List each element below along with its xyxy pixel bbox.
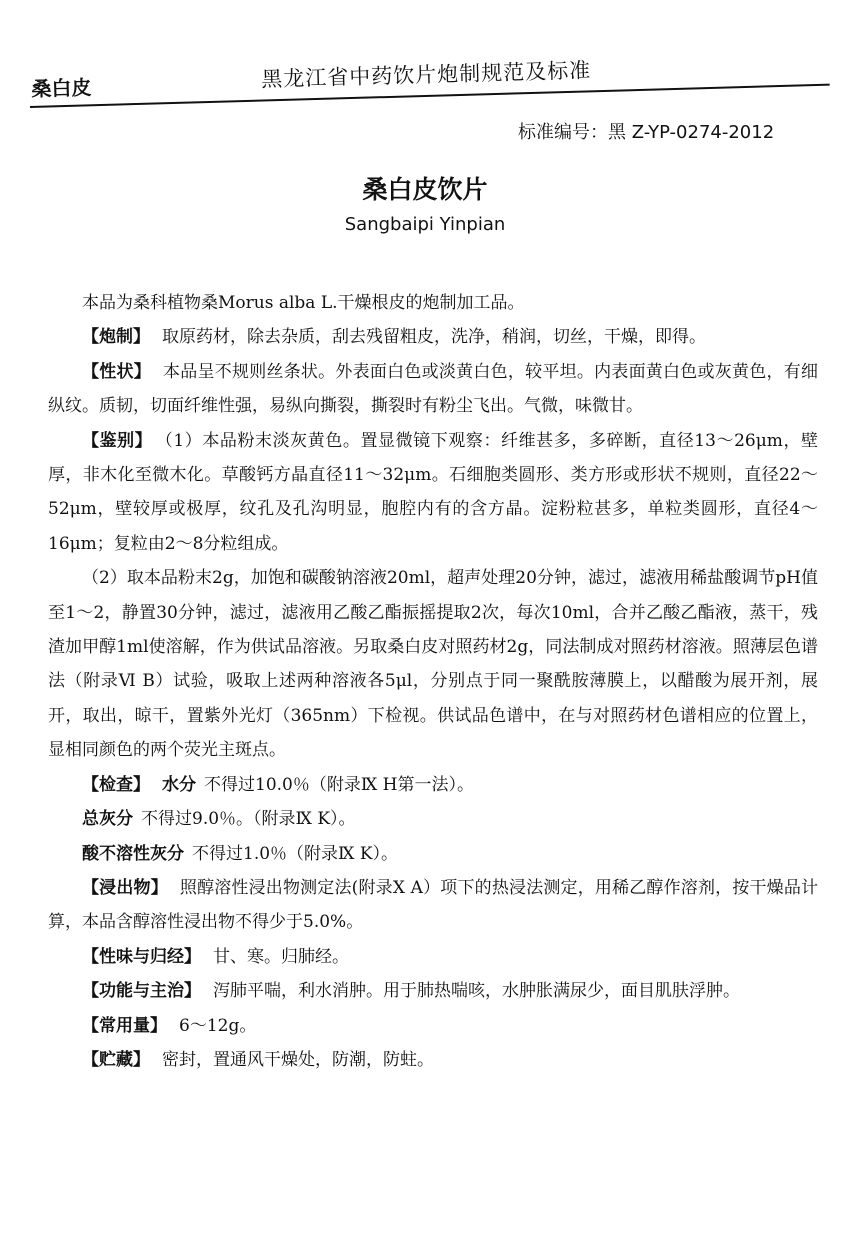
inspection-ash-paragraph [48, 802, 818, 836]
extract-paragraph [48, 871, 818, 940]
identification-paragraph-2: （2）取本品粉末2g，加饱和碳酸钠溶液20ml，超声处理20分钟，滤过，滤液用稀盐酸调节pH值至1～2，静置30分钟，滤过，滤液用乙酸乙酯振摇提取2次，每次10ml，合并乙酸乙酯液，蒸干，残渣加甲醇1ml使溶解，作为供试品溶液。另取桑白皮对照药材2g，同法制成对照药材溶液。照薄层色谱法（附录Ⅵ B）试验，吸取上述两种溶液各5μl，分别点于同一聚酰胺薄膜上，以醋酸为展开剂，展开，取出，晾干，置紫外光灯（365nm）下检视。供试品色谱中，在与对照药材色谱相应的位置上，显相同颜色的两个荧光主斑点。 [48, 568, 818, 761]
dosage-paragraph [48, 1009, 818, 1043]
nature-meridian-paragraph [48, 940, 818, 974]
functions-paragraph [48, 974, 818, 1008]
page-title: 桑白皮饮片 [362, 175, 488, 204]
extract-label: 【浸出物】 [82, 877, 168, 898]
inspection-label: 【检查】 [82, 774, 150, 795]
processing-label: 【炮制】 [82, 327, 150, 348]
header-section: 桑白皮 [31, 75, 92, 101]
storage-text: 密封，置通风干燥处，防潮，防蛀。 [162, 1049, 434, 1070]
inspection-water-paragraph [48, 768, 818, 802]
description-text: 本品呈不规则丝条状。外表面白色或淡黄白色，较平坦。内表面黄白色或灰黄色，有细纵纹。质韧，切面纤维性强，易纵向撕裂，撕裂时有粉尘飞出。气微，味微甘。 [48, 361, 819, 417]
extract-text: 照醇溶性浸出物测定法(附录Ⅹ A）项下的热浸法测定，用稀乙醇作溶剂，按干燥品计算，本品含醇溶性浸出物不得少于5.0%。 [48, 877, 819, 933]
processing-paragraph [48, 320, 818, 354]
header-book-title: 黑龙江省中药饮片炮制规范及标准 [260, 58, 592, 92]
ash-text: 不得过9.0％。（附录Ⅸ K）。 [141, 809, 356, 830]
identification-paragraph-1 [48, 424, 818, 562]
standard-number: 标准编号：黑 Z-YP-0274-2012 [518, 122, 775, 143]
description-paragraph [48, 355, 818, 424]
ash-label: 总灰分 [82, 809, 133, 830]
functions-label: 【功能与主治】 [82, 981, 201, 1002]
running-header [29, 42, 830, 108]
water-label: 水分 [162, 774, 196, 795]
dosage-text: 6～12g。 [179, 1015, 257, 1036]
water-text: 不得过10.0％（附录Ⅸ H第一法）。 [204, 774, 474, 795]
acid-ash-text: 不得过1.0％（附录Ⅸ K）。 [192, 843, 399, 864]
storage-paragraph [48, 1043, 818, 1077]
intro-paragraph: 本品为桑科植物桑Morus alba L.干燥根皮的炮制加工品。 [82, 293, 525, 313]
monograph-body [48, 286, 818, 1077]
description-label: 【性状】 [82, 361, 151, 382]
acid-ash-label: 酸不溶性灰分 [82, 843, 184, 864]
processing-text: 取原药材，除去杂质，刮去残留粗皮，洗净，稍润，切丝，干燥，即得。 [162, 327, 706, 348]
inspection-acid-ash-paragraph [48, 837, 818, 871]
nature-meridian-text: 甘、寒。归肺经。 [213, 946, 349, 967]
dosage-label: 【常用量】 [82, 1015, 167, 1036]
functions-text: 泻肺平喘，利水消肿。用于肺热喘咳，水肿胀满尿少，面目肌肤浮肿。 [213, 981, 740, 1002]
identification-label: 【鉴别】 [82, 430, 153, 451]
pinyin-title: Sangbaipi Yinpian [344, 214, 506, 235]
storage-label: 【贮藏】 [82, 1049, 150, 1070]
nature-meridian-label: 【性味与归经】 [82, 946, 201, 967]
identification-item-1: （1）本品粉末淡灰黄色。置显微镜下观察：纤维甚多，多碎断，直径13～26μm，壁厚，非木化至微木化。草酸钙方晶直径11～32μm。石细胞类圆形、类方形或形状不规则，直径22～52μm，壁较厚或极厚，纹孔及孔沟明显，胞腔内有的含方晶。淀粉粒甚多，单粒类圆形，直径4～16μm；复粒由2～8分粒组成。 [48, 430, 819, 554]
